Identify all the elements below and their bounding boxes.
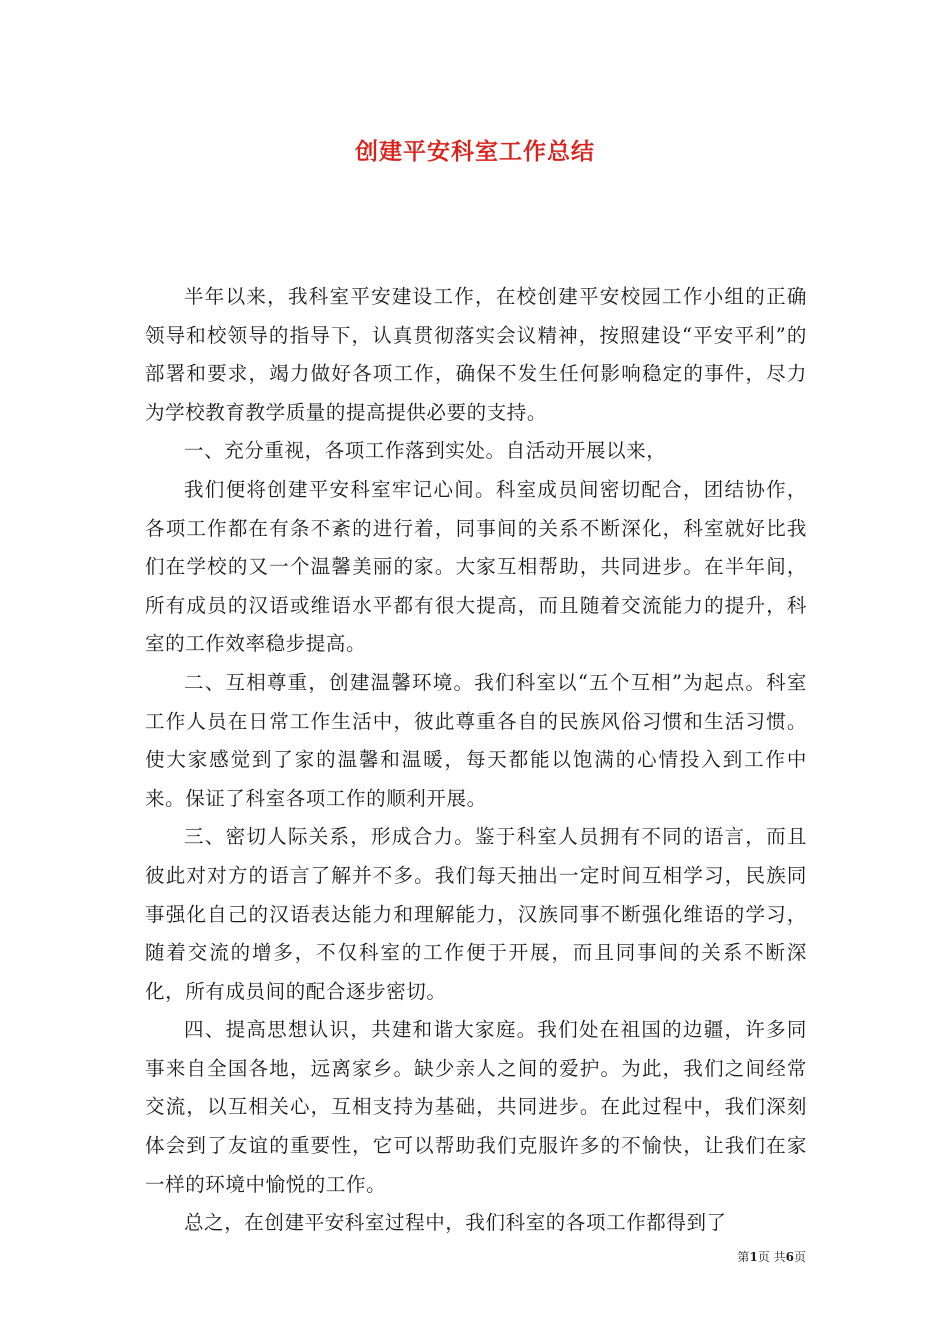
footer-suffix: 页: [793, 1250, 806, 1264]
document-body: [145, 278, 807, 1243]
document-title: 创建平安科室工作总结: [355, 138, 595, 165]
paragraph: 二、互相尊重，创建温馨环境。我们科室以“五个互相”为起点。科室工作人员在日常工作生活中，彼此尊重各自的民族风俗习惯和生活习惯。使大家感觉到了家的温馨和温暖，每天都能以饱满的心情投入到工作中来。保证了科室各项工作的顺利开展。: [145, 670, 807, 810]
paragraph: 四、提高思想认识，共建和谐大家庭。我们处在祖国的边疆，许多同事来自全国各地，远离家乡。缺少亲人之间的爱护。为此，我们之间经常交流，以互相关心，互相支持为基础，共同进步。在此过程中，我们深刻体会到了友谊的重要性，它可以帮助我们克服许多的不愉快，让我们在家一样的环境中愉悦的工作。: [145, 1018, 807, 1196]
paragraph: 我们便将创建平安科室牢记心间。科室成员间密切配合，团结协作，各项工作都在有条不紊的进行着，同事间的关系不断深化，科室就好比我们在学校的又一个温馨美丽的家。大家互相帮助，共同进步。在半年间，所有成员的汉语或维语水平都有很大提高，而且随着交流能力的提升，科室的工作效率稳步提高。: [145, 477, 807, 656]
footer-prefix: 第: [737, 1250, 750, 1264]
paragraph: 一、充分重视，各项工作落到实处。自活动开展以来，: [184, 439, 667, 463]
paragraph: 总之，在创建平安科室过程中，我们科室的各项工作都得到了: [184, 1211, 727, 1235]
paragraph: 三、密切人际关系，形成合力。鉴于科室人员拥有不同的语言，而且彼此对对方的语言了解并不多。我们每天抽出一定时间互相学习，民族同事强化自己的汉语表达能力和理解能力，汉族同事不断强化维语的学习，随着交流的增多，不仅科室的工作便于开展，而且同事间的关系不断深化，所有成员间的配合逐步密切。: [145, 825, 807, 1003]
paragraph: 半年以来，我科室平安建设工作，在校创建平安校园工作小组的正确领导和校领导的指导下，认真贯彻落实会议精神，按照建设“平安平利”的部署和要求，竭力做好各项工作，确保不发生任何影响稳定的事件，尽力为学校教育教学质量的提高提供必要的支持。: [145, 285, 807, 424]
footer-middle: 页 共: [757, 1250, 786, 1264]
total-pages-number: 6: [785, 1250, 794, 1264]
current-page-number: 1: [749, 1250, 758, 1264]
page-number-footer: [737, 1248, 806, 1265]
